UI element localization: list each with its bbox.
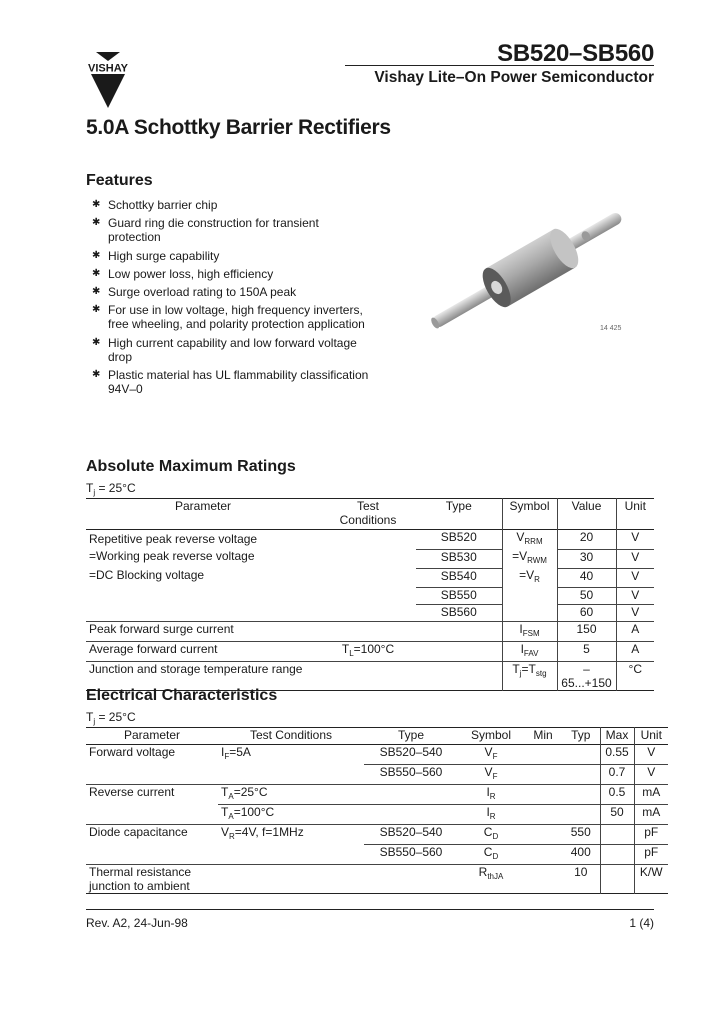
logo-wordmark: VISHAY <box>88 62 128 75</box>
footer-divider <box>86 909 654 910</box>
table-row: Peak forward surge current $I_{FSM}$ 150 A <box>86 621 654 641</box>
header-max: Max <box>600 728 634 745</box>
electrical-table <box>86 727 668 894</box>
absolute-max-heading: Absolute Maximum Ratings <box>86 458 296 475</box>
absolute-max-table <box>86 498 654 691</box>
header-typ: Typ <box>571 728 591 742</box>
table-row: =DC Blocking voltage SB540 $=V_R$ 40 V <box>86 568 654 587</box>
image-code: 14 425 <box>600 325 622 332</box>
table-row: Forward voltage $I_F=5A$ SB520–540 $V_F$ 0.55 V <box>86 745 668 765</box>
header-type: Type <box>397 728 424 742</box>
bullet-icon: ✱ <box>92 217 101 229</box>
absolute-max-condition: $T_j = 25^\circ C$ <box>86 481 136 497</box>
bullet-icon: ✱ <box>92 199 101 210</box>
table-header-row <box>86 728 668 745</box>
feature-text: High current capability and low forward voltage drop <box>108 335 357 364</box>
header-divider <box>345 65 654 66</box>
feature-text: For use in low voltage, high frequency inverters, free wheeling, and polarity protection application <box>108 303 365 332</box>
table-row: Diode capacitance $V_R=4V$, f=1MHz SB520–540 $C_D$ 550 pF <box>86 825 668 845</box>
diode-package-image <box>414 200 640 340</box>
vishay-logo <box>86 52 130 110</box>
feature-item <box>92 336 372 364</box>
footer-page-number: 1 (4) <box>629 916 654 930</box>
table-row: Reverse current $T_A=25^\circ C$ $I_R$ 0.5 mA <box>86 785 668 805</box>
feature-item <box>92 216 372 244</box>
feature-text: Schottky barrier chip <box>108 198 218 212</box>
feature-item <box>92 267 372 281</box>
table-row: =Working peak reverse voltage SB530 $=V_{RWM}$ 30 V <box>86 549 654 568</box>
bullet-icon: ✱ <box>92 267 101 279</box>
header-test-conditions: Test Conditions <box>339 499 397 527</box>
feature-text: Guard ring die construction for transient protection <box>108 216 319 245</box>
header-parameter: Parameter <box>123 728 181 742</box>
bullet-icon: ✱ <box>92 249 101 261</box>
feature-text: Low power loss, high efficiency <box>108 266 274 281</box>
table-row: SB560 60 V <box>86 604 654 621</box>
company-name: Vishay Lite–On Power Semiconductor <box>374 69 654 86</box>
bullet-icon: ✱ <box>92 369 101 381</box>
electrical-condition: $T_j = 25^\circ C$ <box>86 710 136 726</box>
header-min: Min <box>533 728 553 742</box>
features-heading: Features <box>86 172 153 189</box>
table-row: Junction and storage temperature range $T_j=T_{stg}$ –65...+150 °C <box>86 661 654 690</box>
feature-text: Plastic material has UL flammability classification 94V–0 <box>108 368 369 397</box>
diode-illustration <box>414 200 640 340</box>
feature-item <box>92 198 372 212</box>
feature-item <box>92 368 372 396</box>
bullet-icon: ✱ <box>92 286 101 298</box>
table-row: SB550 50 V <box>86 587 654 604</box>
table-row: SB550–560 $V_F$ 0.7 V <box>86 765 668 785</box>
feature-text: Surge overload rating to 150A peak <box>108 285 297 300</box>
bullet-icon: ✱ <box>92 336 101 348</box>
page-title: 5.0A Schottky Barrier Rectifiers <box>86 116 391 139</box>
feature-item <box>92 303 372 331</box>
part-number: SB520–SB560 <box>497 40 654 67</box>
electrical-heading: Electrical Characteristics <box>86 687 278 704</box>
table-row: Thermal resistance junction to ambient $R_{thJA}$ 10 K/W <box>86 865 668 894</box>
table-row: SB550–560 $C_D$ 400 pF <box>86 845 668 865</box>
header-symbol: Symbol <box>470 728 511 742</box>
bullet-icon: ✱ <box>92 304 101 316</box>
table-row: Average forward current $T_L=100^\circ C$ $I_{FAV}$ 5 A <box>86 641 654 661</box>
feature-text: High surge capability <box>108 248 220 263</box>
table-header-row <box>86 499 654 530</box>
table-row: $T_A=100^\circ C$ $I_R$ 50 mA <box>86 805 668 825</box>
feature-item <box>92 285 372 299</box>
header-value: Value <box>557 499 616 530</box>
features-list <box>92 198 372 400</box>
header-type: Type <box>445 499 472 513</box>
header-test-conditions: Test Conditions <box>249 728 333 742</box>
table-row: Repetitive peak reverse voltage SB520 $V_{RRM}$ 20 V <box>86 530 654 550</box>
footer-revision: Rev. A2, 24-Jun-98 <box>86 916 188 930</box>
header-unit: Unit <box>616 499 654 530</box>
header-symbol: Symbol <box>502 499 557 530</box>
vishay-logo-mark <box>86 52 130 110</box>
header-unit: Unit <box>634 728 668 745</box>
header-parameter: Parameter <box>174 499 232 513</box>
feature-item <box>92 249 372 263</box>
